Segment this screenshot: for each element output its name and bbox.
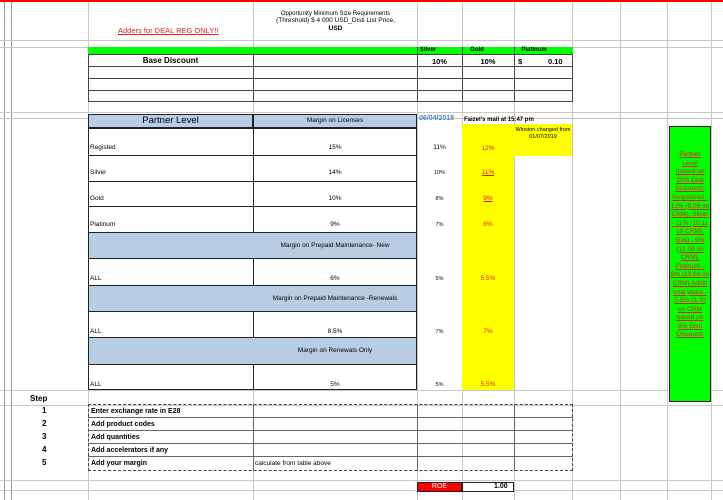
step-header: Step (30, 394, 48, 403)
step-2-text: Add product codes (91, 421, 155, 428)
row-registed-level: Registed (90, 144, 116, 151)
yellow-col (462, 156, 514, 390)
step-5-text: Add your margin (91, 460, 148, 467)
note-line: CRM) Additi (672, 279, 708, 287)
row-registed-new: 12% (481, 145, 495, 152)
note-line: 20% Disti (676, 176, 704, 184)
step-1-num: 1 (42, 406, 47, 415)
discount-header-bar (88, 47, 573, 54)
adders-note: Adders for DEAL REG ONLY!! (118, 26, 219, 35)
row-platinum-margin: 9% (330, 221, 340, 228)
row-prepaid-ren-old: 7% (435, 329, 444, 335)
row-renewals-level: ALL (90, 381, 102, 388)
step-4-text: Add accelerators if any (91, 447, 169, 454)
note-line: on CRM (678, 305, 702, 313)
row-silver-new: 11% (481, 169, 495, 176)
note-line: Registered - (672, 193, 708, 201)
row-silver-level: Silver (90, 169, 107, 176)
note-line: onal years - (673, 288, 707, 296)
margin-licenses-title: Margin on Licenses (306, 117, 364, 124)
base-discount-label: Base Discount (142, 56, 199, 65)
note-line: 9% Disti (678, 322, 702, 330)
note-line: Level (682, 159, 698, 167)
row-platinum-old: 7% (435, 222, 444, 228)
row-platinum-level: Platinum (90, 221, 116, 228)
header-gold: Gold (470, 47, 484, 53)
note-line: CRM), (680, 254, 700, 262)
roe-label: ROE (431, 483, 448, 490)
note-line: - 11% (10.11 (671, 219, 709, 227)
row-registed-old: 11% (433, 144, 446, 151)
row-gold-new: 9% (483, 195, 493, 202)
row-prepaid-new-new: 5.5% (480, 275, 496, 282)
note-line: Platinum - (675, 262, 705, 270)
calc-note: calculate from table above (255, 460, 331, 467)
row-renewals-old: 5% (435, 382, 444, 388)
silver-discount[interactable]: 10% (431, 57, 447, 66)
row-silver-margin: 14% (328, 169, 342, 176)
row-prepaid-ren-level: ALL (90, 328, 102, 335)
partner-level-note (669, 126, 711, 402)
row-gold-old: 8% (435, 196, 444, 202)
note-line: 5.5% (3.70 (674, 297, 706, 305)
prepaid-new-title: Margin on Prepaid Maintenance- New (280, 242, 390, 249)
note-line: Partner (679, 151, 701, 158)
step-1-text: Enter exchange rate in E28 (91, 408, 181, 415)
note-line: Gold - 9% (675, 236, 705, 244)
note-line: based on (676, 314, 704, 322)
step-2-num: 2 (42, 419, 47, 428)
platinum-currency: $ (518, 57, 523, 66)
note-line: on CRM), (676, 228, 704, 236)
prepaid-renewals-title: Margin on Prepaid Maintenance -Renewals (272, 295, 398, 302)
winston-note: Winston changed from 01/07/2019 (515, 127, 571, 140)
row-prepaid-new-margin: 6% (330, 275, 340, 282)
note-line: CRM), Silver (671, 211, 709, 219)
red-header-bar (0, 0, 723, 2)
row-prepaid-ren-new: 7% (483, 328, 493, 335)
row-gold-level: Gold (90, 195, 104, 202)
row-platinum-new: 8% (483, 221, 493, 228)
note-line: 12% (9.09 on (670, 202, 710, 210)
platinum-discount[interactable]: 0.10 (548, 57, 563, 66)
row-prepaid-new-old: 5% (435, 276, 444, 282)
partner-level-title: Partner Level (142, 115, 199, 126)
roe-value[interactable]: 1.00 (494, 483, 508, 490)
note-line: 8% (13.04 on (670, 271, 710, 279)
note-line: Discount): (675, 185, 705, 193)
row-prepaid-new-level: ALL (90, 275, 102, 282)
step-3-text: Add quantities (91, 434, 140, 441)
note-line: (based on (675, 168, 705, 176)
gold-discount[interactable]: 10% (480, 57, 496, 66)
step-5-num: 5 (42, 458, 47, 467)
row-silver-old: 10% (433, 170, 445, 176)
row-gold-margin: 10% (328, 195, 342, 202)
note-lines (670, 151, 710, 340)
note-line: Discount) (676, 331, 704, 339)
step-3-num: 3 (42, 432, 47, 441)
renewals-only-title: Margin on Renewals Only (297, 347, 373, 354)
row-prepaid-ren-margin: 8.5% (327, 328, 343, 335)
requirement-line-3: USD (328, 25, 343, 32)
step-4-num: 4 (42, 445, 47, 454)
requirement-line-2: (Threshold) $ 4 000 USD_Disti List Price, (276, 17, 395, 24)
header-silver: Silver (419, 47, 437, 53)
row-registed-margin: 15% (328, 144, 342, 151)
note-line: (12.09 on (676, 245, 704, 253)
date-label: 06/04/2018 (419, 115, 455, 122)
header-platinum: Platinum (521, 47, 547, 53)
row-renewals-margin: 5% (330, 381, 340, 388)
faizel-note: Faizel's mail at 15:47 pm (464, 117, 534, 123)
requirement-line-1: Opportunity Minimum Size Requirements (280, 11, 391, 17)
row-renewals-new: 5.5% (480, 381, 496, 388)
